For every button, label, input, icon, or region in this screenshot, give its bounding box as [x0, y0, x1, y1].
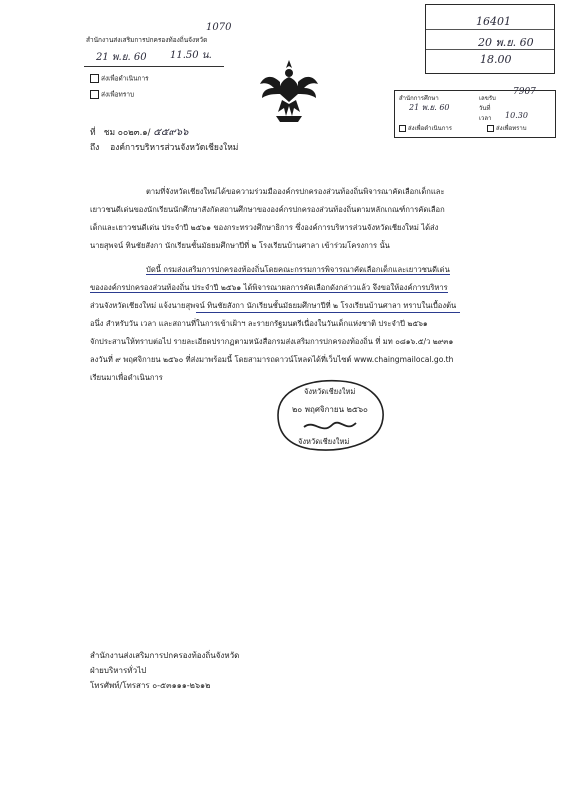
stamp-right-number: 16401	[476, 15, 511, 28]
body-para2-line1	[146, 265, 450, 274]
education-stamp-time-label: เวลา	[479, 115, 492, 122]
checkbox-icon	[487, 125, 494, 132]
checkbox-icon	[90, 74, 99, 83]
education-stamp-option1-label: ส่งเพื่อดำเนินการ	[408, 125, 452, 132]
body-para2-line5: จักประสานให้ทราบต่อไป รายละเอียดปรากฏตามหนังสือกรมส่งเสริมการปกครองท้องถิ่น ที่ มท ๐๘๑๖.๕/ว ๒๙๓๑	[90, 337, 454, 346]
stamp-left-handwritten-date: 21 พ.ย. 60	[96, 52, 147, 63]
footer-division: ฝ่ายบริหารทั่วไป	[90, 666, 147, 675]
education-stamp-option2-label: ส่งเพื่อทราบ	[496, 125, 527, 132]
checkbox-icon	[399, 125, 406, 132]
body-para2-line1-text: บัดนี้ กรมส่งเสริมการปกครองท้องถิ่นโดยคณะกรรมการพิจารณาคัดเลือกเด็กและเยาวชนดีเด่น	[146, 265, 450, 274]
education-stamp-date: 21 พ.ย. 60	[409, 103, 450, 112]
official-seal	[270, 375, 390, 455]
body-para1-line2: เยาวชนดีเด่นของนักเรียนนักศึกษาสังกัดสถานศึกษาขององค์กรปกครองส่วนท้องถิ่นตามหลักเกณฑ์การคัดเลือก	[90, 205, 445, 214]
stamp-left-border-line	[84, 66, 224, 67]
body-para2-line2: ขององค์กรปกครองส่วนท้องถิ่น ประจำปี ๒๕๖๑ ได้พิจารณาผลการคัดเลือกดังกล่าวแล้ว จึงขอให้องค์การบริหาร	[90, 283, 448, 292]
seal-bottom-text: จังหวัดเชียงใหม่	[298, 437, 350, 446]
document-number-value: ชม ๐๐๒๓.๑/	[103, 128, 151, 138]
body-para2-line3: ส่วนจังหวัดเชียงใหม่ แจ้งนายสุพจน์ ทินชัยสังกา นักเรียนชั้นมัธยมศึกษาปีที่ ๒ โรงเรียนบ้านศาลา ทราบในเบื้องต้น	[90, 301, 457, 310]
document-number-handwritten: ๕๕๙๖๖	[153, 127, 189, 138]
received-stamp-right	[425, 4, 555, 74]
pen-underline	[196, 312, 460, 313]
received-stamp-left	[60, 22, 250, 114]
stamp-right-divider	[426, 49, 554, 50]
stamp-left-handwritten-number: 1070	[206, 22, 232, 33]
stamp-left-handwritten-time: 11.50 น.	[170, 50, 212, 61]
footer-phone: โทรศัพท์/โทรสาร ๐-๕๓๑๑๑-๒๖๑๒	[90, 681, 211, 690]
checkbox-icon	[90, 90, 99, 99]
stamp-left-option2: ส่งเพื่อทราบ	[101, 90, 135, 99]
stamp-left-row3	[90, 74, 149, 84]
body-para2-line6: ลงวันที่ ๙ พฤศจิกายน ๒๕๖๐ ที่ส่งมาพร้อมนี้ โดยสามารถดาวน์โหลดได้ที่เว็บไซต์ www.chaingmailocal.go.th	[90, 355, 454, 364]
education-stamp-header: สำนักการศึกษา	[399, 95, 439, 102]
education-stamp-date-label: วันที่	[479, 105, 491, 112]
body-para1-line3: เด็กและเยาวชนดีเด่น ประจำปี ๒๕๖๑ ของกระทรวงศึกษาธิการ ซึ่งองค์การบริหารส่วนจังหวัดเชียงใหม่ ได้ส่ง	[90, 223, 439, 232]
seal-top-text: จังหวัดเชียงใหม่	[304, 387, 356, 396]
education-stamp-reg-no: 7907	[513, 87, 536, 97]
document-number-line	[90, 128, 188, 138]
education-office-stamp	[394, 87, 556, 138]
addressee-value: องค์การบริหารส่วนจังหวัดเชียงใหม่	[110, 143, 239, 153]
education-stamp-time: 10.30	[505, 111, 528, 120]
garuda-emblem-icon	[258, 58, 320, 124]
body-para1-line4: นายสุพจน์ ทินชัยสังกา นักเรียนชั้นมัธยมศึกษาปีที่ ๒ โรงเรียนบ้านศาลา เข้าร่วมโครงการ นั้น	[90, 241, 390, 250]
stamp-left-row4	[90, 90, 134, 100]
body-para2-line7: เรียนมาเพื่อดำเนินการ	[90, 373, 163, 382]
education-stamp-reg-label: เลขรับ	[479, 95, 496, 102]
stamp-right-time: 18.00	[480, 53, 512, 66]
garuda-emblem	[258, 58, 320, 124]
stamp-right-date: 20 พ.ย. 60	[478, 36, 534, 49]
addressee-line	[90, 144, 238, 153]
stamp-right-divider	[426, 29, 554, 30]
education-stamp-option2	[487, 124, 527, 133]
body-para2-line4: อนึ่ง สำหรับวัน เวลา และสถานที่ในการเข้าเฝ้าฯ ละรายกรัฐมนตรีเนื่องในวันเด็กแห่งชาติ ประจำปี ๒๕๖๑	[90, 319, 428, 328]
stamp-left-row1: สำนักงานส่งเสริมการปกครองท้องถิ่นจังหวัด	[86, 36, 208, 44]
document-number-prefix: ที่	[90, 128, 96, 138]
education-stamp-option1	[399, 124, 452, 133]
footer-office: สำนักงานส่งเสริมการปกครองท้องถิ่นจังหวัด	[90, 651, 240, 660]
body-para1-line1: ตามที่จังหวัดเชียงใหม่ได้ขอความร่วมมือองค์กรปกครองส่วนท้องถิ่นพิจารณาคัดเลือกเด็กและ	[146, 187, 445, 196]
stamp-left-option1: ส่งเพื่อดำเนินการ	[101, 74, 149, 83]
addressee-label: ถึง	[90, 143, 100, 153]
seal-date-text: ๒๐ พฤศจิกายน ๒๕๖๐	[292, 405, 368, 414]
